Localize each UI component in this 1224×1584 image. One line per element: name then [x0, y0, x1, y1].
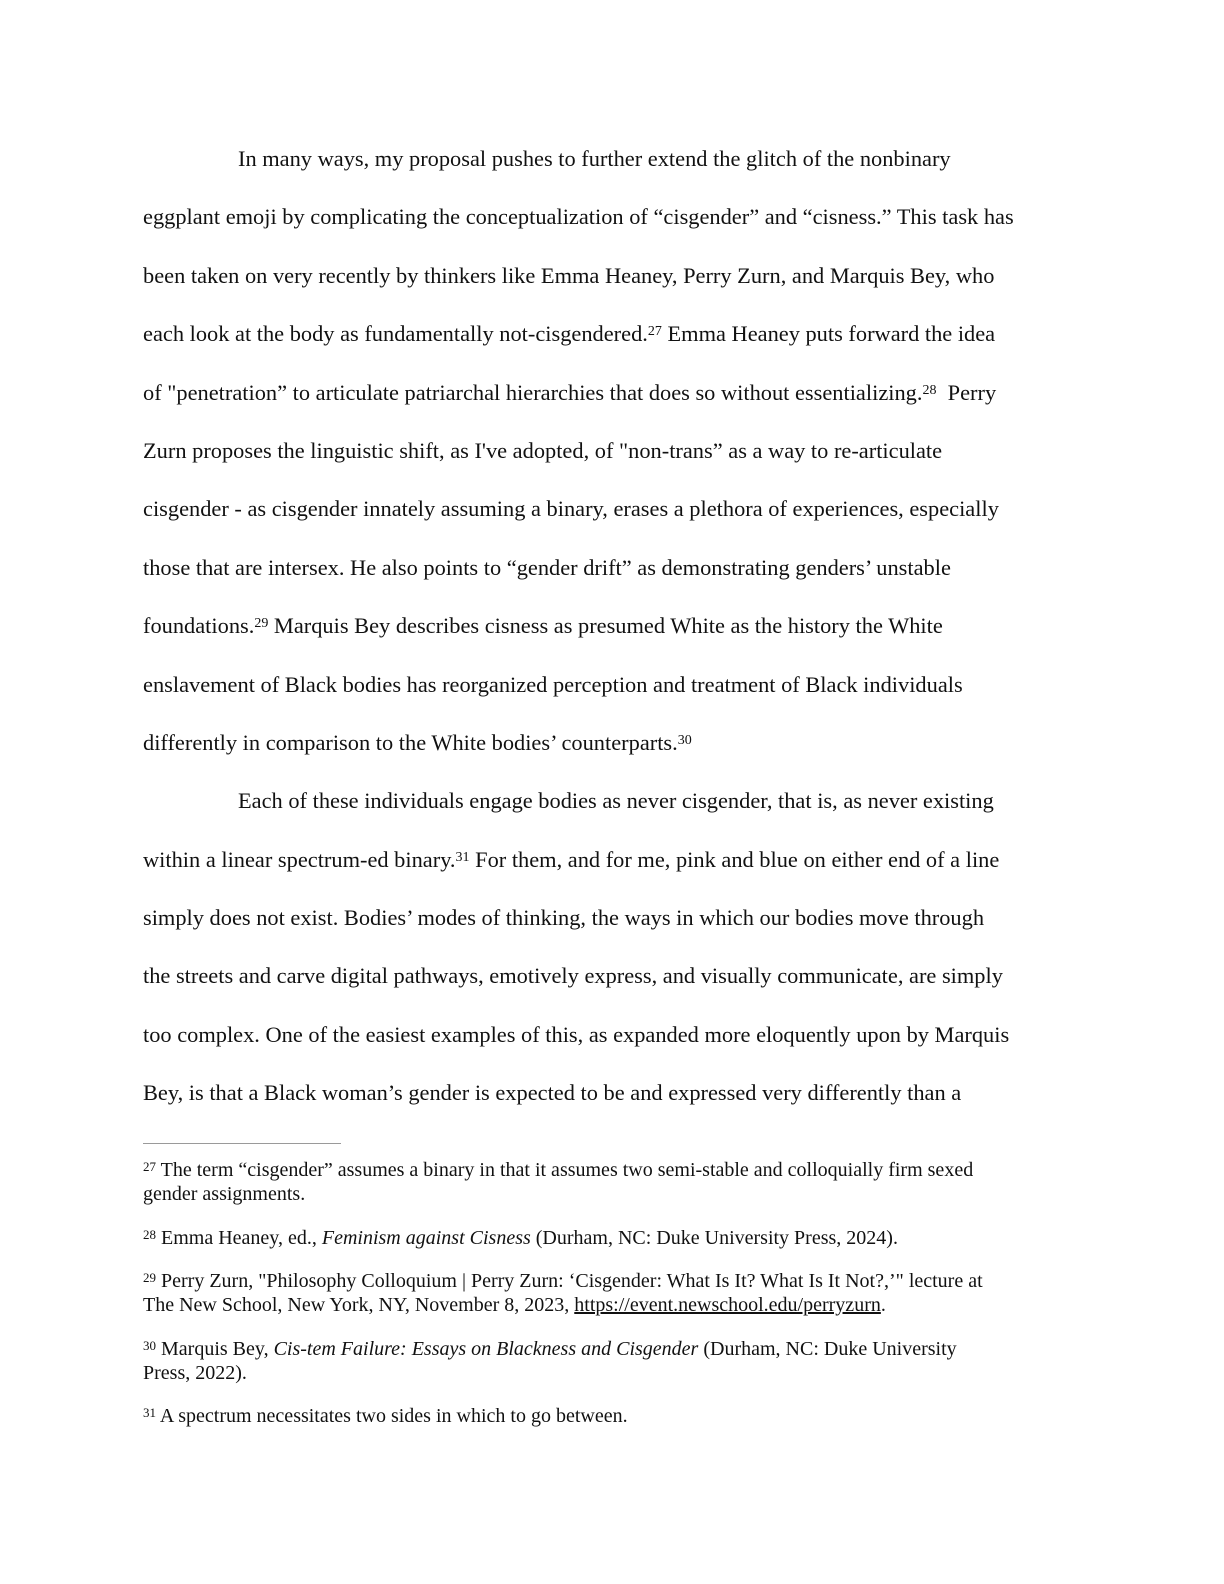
- p2-line-6: Bey, is that a Black woman’s gender is expected to be and expressed very differently than a: [143, 1080, 962, 1106]
- footnote-28-text: Emma Heaney, ed.,: [161, 1226, 322, 1249]
- p1-line-9-text-after: Marquis Bey describes cisness as presumed White as the history the White: [268, 613, 943, 639]
- p2-line-5: too complex. One of the easiest examples of this, as expanded more eloquently upon by Marquis: [143, 1021, 1010, 1047]
- footnote-27: [143, 1158, 1083, 1206]
- footnote-30-line-1: [143, 1337, 1083, 1361]
- p1-line-3: been taken on very recently by thinkers like Emma Heaney, Perry Zurn, and Marquis Bey, who: [143, 262, 995, 288]
- footnote-separator: [143, 1143, 341, 1144]
- p2-line-3: simply does not exist. Bodies’ modes of thinking, the ways in which our bodies move through: [143, 905, 985, 931]
- p1-line-9: [143, 597, 1083, 655]
- footnote-30-line-2: Press, 2022).: [143, 1361, 247, 1384]
- footnote-ref-29[interactable]: 29: [254, 616, 269, 632]
- footnote-29-line-1: [143, 1269, 1083, 1293]
- footnote-29-line-2: [143, 1293, 1083, 1317]
- footnote-number: 29: [143, 1270, 156, 1285]
- footnote-number: 31: [143, 1405, 156, 1420]
- footnote-28-line-1: [143, 1226, 1083, 1250]
- footnote-ref-27[interactable]: 27: [647, 324, 662, 340]
- p1-line-10: enslavement of Black bodies has reorganized perception and treatment of Black individuals: [143, 671, 963, 697]
- footnote-27-text: The term “cisgender” assumes a binary in that it assumes two semi-stable and colloquially firm sexed: [160, 1159, 974, 1181]
- p1-line-11-text: differently in comparison to the White bodies’ counterparts.: [143, 729, 678, 755]
- footnote-ref-30[interactable]: 30: [677, 732, 692, 748]
- p1-line-5-text-after: Perry: [936, 379, 997, 405]
- footnote-number: 30: [143, 1337, 156, 1353]
- p1-line-9-text: foundations.: [143, 613, 255, 639]
- footnote-31-text: A spectrum necessitates two sides in which to go between.: [159, 1405, 628, 1427]
- p1-line-4: [143, 305, 1083, 363]
- footnote-31: [143, 1404, 1083, 1428]
- p1-line-5: [143, 364, 1083, 422]
- footnote-30: [143, 1337, 1083, 1385]
- footnote-30-text: Marquis Bey,: [161, 1337, 274, 1360]
- p1-line-7: cisgender - as cisgender innately assuming a binary, erases a plethora of experiences, especially: [143, 496, 999, 522]
- p2-line-2-text-after: For them, and for me, pink and blue on either end of a line: [469, 846, 1000, 872]
- footnote-29: [143, 1269, 1083, 1317]
- p1-line-8: those that are intersex. He also points to “gender drift” as demonstrating genders’ unstable: [143, 554, 951, 580]
- footnote-29-link[interactable]: https://event.newschool.edu/perryzurn: [574, 1294, 881, 1316]
- p1-line-4-text: each look at the body as fundamentally not-cisgendered.: [143, 321, 648, 347]
- p1-line-4-text-after: Emma Heaney puts forward the idea: [661, 321, 996, 347]
- footnote-28-title: Feminism against Cisness: [321, 1226, 531, 1249]
- p2-line-1: Each of these individuals engage bodies as never cisgender, that is, as never existing: [238, 788, 994, 814]
- p1-line-6: Zurn proposes the linguistic shift, as I've adopted, of "non-trans” as a way to re-articulate: [143, 437, 943, 463]
- footnote-27-line-1: [143, 1158, 1083, 1182]
- footnote-31-line-1: [143, 1404, 1083, 1428]
- footnote-29-text: Perry Zurn, "Philosophy Colloquium | Perry Zurn: ‘Cisgender: What Is It? What Is It Not?,’" lecture at: [161, 1270, 983, 1292]
- p1-line-11: [143, 714, 1083, 772]
- footnote-28: [143, 1226, 1083, 1250]
- footnote-number: 28: [143, 1226, 156, 1242]
- footnote-30-title: Cis-tem Failure: Essays on Blackness and Cisgender: [273, 1337, 699, 1360]
- p1-line-5-text: of "penetration” to articulate patriarchal hierarchies that does so without essentializing.: [143, 379, 923, 405]
- p2-line-2: [143, 831, 1083, 889]
- footnote-ref-31[interactable]: 31: [455, 849, 470, 865]
- footnote-30-text-after: (Durham, NC: Duke University: [698, 1337, 957, 1360]
- footnotes: [143, 1158, 1083, 1448]
- p2-line-2-text: within a linear spectrum-ed binary.: [143, 846, 456, 872]
- p2-line-4: the streets and carve digital pathways, emotively express, and visually communicate, are simply: [143, 963, 1003, 989]
- footnote-27-line-2: gender assignments.: [143, 1183, 306, 1205]
- body-text: [143, 130, 1083, 1123]
- footnote-28-text-after: (Durham, NC: Duke University Press, 2024).: [530, 1226, 898, 1249]
- footnote-ref-28[interactable]: 28: [922, 382, 937, 398]
- p1-line-2: eggplant emoji by complicating the conceptualization of “cisgender” and “cisness.” This task has: [143, 204, 1014, 230]
- p1-line-1: In many ways, my proposal pushes to further extend the glitch of the nonbinary: [238, 146, 951, 171]
- footnote-number: 27: [143, 1159, 156, 1174]
- footnote-29-text-2: The New School, New York, NY, November 8, 2023,: [143, 1294, 575, 1316]
- footnote-29-text-after: .: [880, 1294, 886, 1316]
